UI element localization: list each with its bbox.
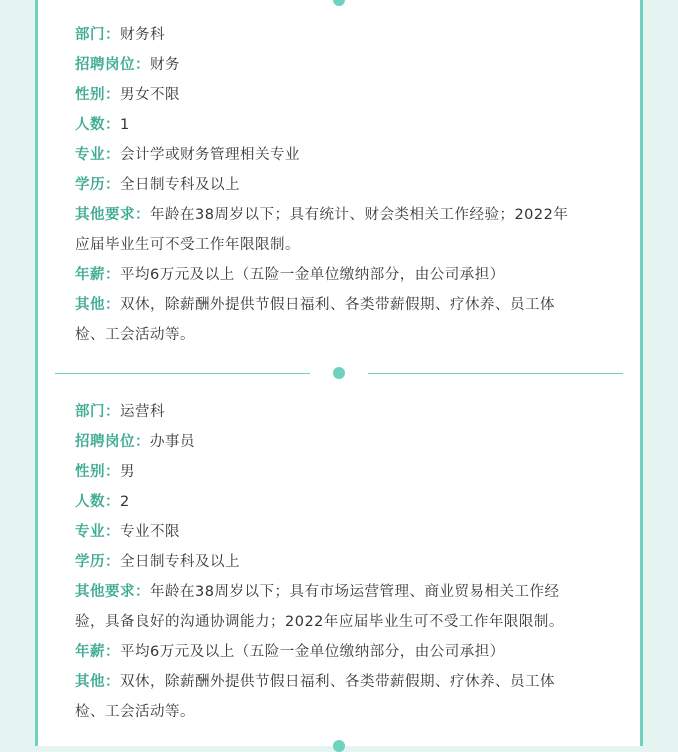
field-label: 学历 xyxy=(75,554,105,570)
field-headcount: 人数：1 xyxy=(75,117,130,133)
field-label: 人数 xyxy=(75,117,105,133)
field-value: 运营科 xyxy=(120,404,165,420)
field-label: 其他 xyxy=(75,674,105,690)
field-value: 男 xyxy=(120,464,135,480)
field-label: 性别 xyxy=(75,464,105,480)
field-salary: 年薪：平均6万元及以上（五险一金单位缴纳部分，由公司承担） xyxy=(75,267,505,283)
field-value: 平均6万元及以上（五险一金单位缴纳部分，由公司承担） xyxy=(120,267,505,283)
field-headcount: 人数：2 xyxy=(75,494,130,510)
field-value: 会计学或财务管理相关专业 xyxy=(120,147,300,163)
field-value: 2 xyxy=(120,494,130,510)
field-label: 人数 xyxy=(75,494,105,510)
field-value: 专业不限 xyxy=(120,524,180,540)
field-position: 招聘岗位：财务 xyxy=(75,57,180,73)
job-section-operations xyxy=(75,397,615,727)
field-education: 学历：全日制专科及以上 xyxy=(75,177,240,193)
field-benefits-cont: 检、工会活动等。 xyxy=(75,327,195,343)
field-label: 性别 xyxy=(75,87,105,103)
field-value: 男女不限 xyxy=(120,87,180,103)
field-label: 招聘岗位 xyxy=(75,57,135,73)
field-value: 年龄在38周岁以下；具有统计、财会类相关工作经验；2022年 xyxy=(150,207,569,223)
field-benefits: 其他：双休，除薪酬外提供节假日福利、各类带薪假期、疗休养、员工体 xyxy=(75,297,555,313)
field-other-requirements: 其他要求：年龄在38周岁以下；具有统计、财会类相关工作经验；2022年 xyxy=(75,207,569,223)
field-label: 年薪 xyxy=(75,267,105,283)
job-section-finance xyxy=(75,20,615,350)
field-major: 专业：专业不限 xyxy=(75,524,180,540)
field-label: 部门 xyxy=(75,404,105,420)
field-value: 全日制专科及以上 xyxy=(120,554,240,570)
field-major: 专业：会计学或财务管理相关专业 xyxy=(75,147,300,163)
section-divider-dot xyxy=(333,367,345,379)
field-value: 年龄在38周岁以下；具有市场运营管理、商业贸易相关工作经 xyxy=(150,584,560,600)
field-department: 部门：财务科 xyxy=(75,27,165,43)
field-label: 年薪 xyxy=(75,644,105,660)
field-value: 1 xyxy=(120,117,130,133)
field-other-requirements-cont: 验，具备良好的沟通协调能力；2022年应届毕业生可不受工作年限限制。 xyxy=(75,614,564,630)
field-value: 财务科 xyxy=(120,27,165,43)
field-value: 双休，除薪酬外提供节假日福利、各类带薪假期、疗休养、员工体 xyxy=(120,674,555,690)
bottom-divider-dot xyxy=(333,740,345,752)
field-gender: 性别：男女不限 xyxy=(75,87,180,103)
field-value: 平均6万元及以上（五险一金单位缴纳部分，由公司承担） xyxy=(120,644,505,660)
section-divider-right xyxy=(368,373,623,374)
field-gender: 性别：男 xyxy=(75,464,135,480)
field-other-requirements-cont: 应届毕业生可不受工作年限限制。 xyxy=(75,237,300,253)
field-label: 专业 xyxy=(75,524,105,540)
field-value: 财务 xyxy=(150,57,180,73)
field-education: 学历：全日制专科及以上 xyxy=(75,554,240,570)
field-department: 部门：运营科 xyxy=(75,404,165,420)
field-label: 其他要求 xyxy=(75,207,135,223)
field-benefits-cont: 检、工会活动等。 xyxy=(75,704,195,720)
field-value: 办事员 xyxy=(150,434,195,450)
field-label: 学历 xyxy=(75,177,105,193)
field-label: 部门 xyxy=(75,27,105,43)
field-other-requirements: 其他要求：年龄在38周岁以下；具有市场运营管理、商业贸易相关工作经 xyxy=(75,584,560,600)
section-divider-left xyxy=(55,373,310,374)
field-value: 全日制专科及以上 xyxy=(120,177,240,193)
field-label: 其他要求 xyxy=(75,584,135,600)
field-label: 其他 xyxy=(75,297,105,313)
field-label: 招聘岗位 xyxy=(75,434,135,450)
field-salary: 年薪：平均6万元及以上（五险一金单位缴纳部分，由公司承担） xyxy=(75,644,505,660)
field-label: 专业 xyxy=(75,147,105,163)
field-benefits: 其他：双休，除薪酬外提供节假日福利、各类带薪假期、疗休养、员工体 xyxy=(75,674,555,690)
field-value: 双休，除薪酬外提供节假日福利、各类带薪假期、疗休养、员工体 xyxy=(120,297,555,313)
field-position: 招聘岗位：办事员 xyxy=(75,434,195,450)
